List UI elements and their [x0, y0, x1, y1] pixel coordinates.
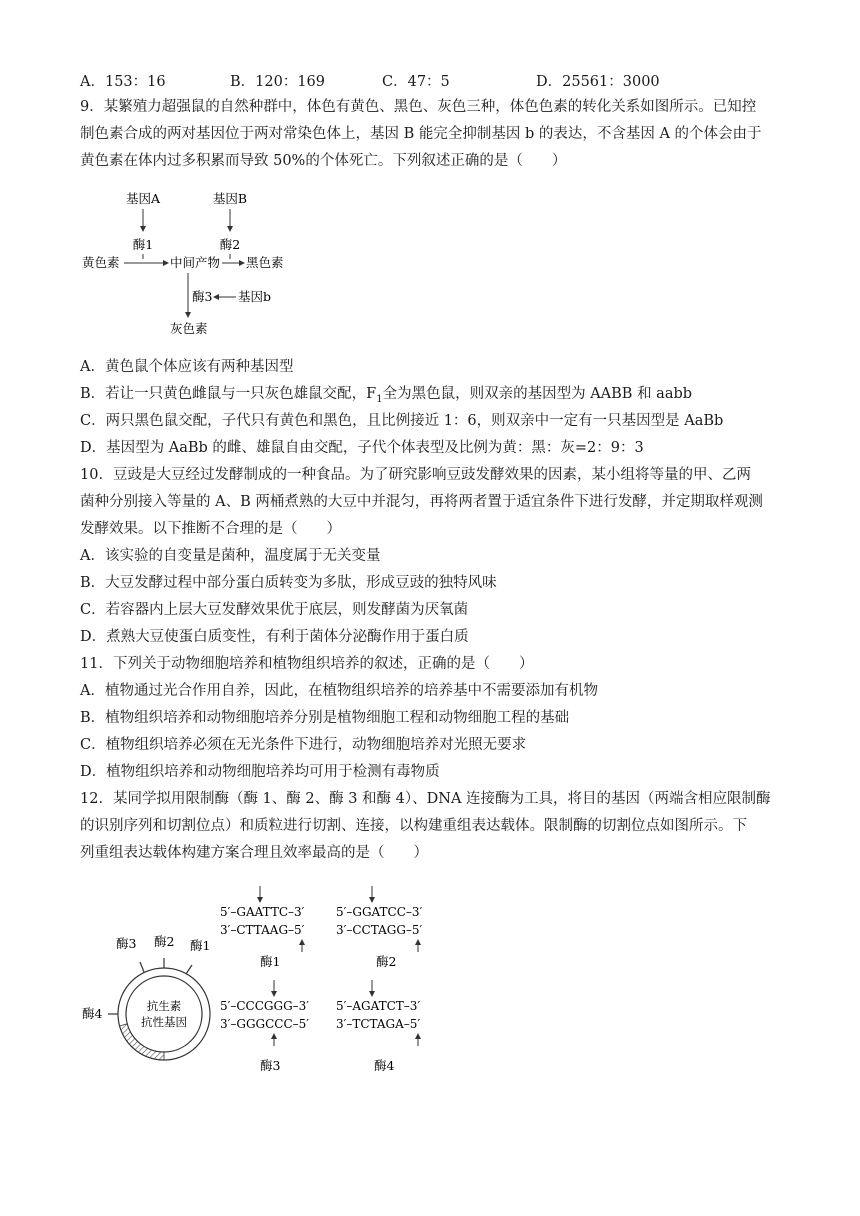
site-tick-enzyme3 [140, 962, 144, 972]
q9-option-b-part2: 全为黑色鼠，则双亲的基因型为 AABB 和 aabb [382, 386, 693, 402]
q8-option-b: B．120：169 [230, 74, 326, 90]
q9-option-c: C．两只黑色鼠交配，子代只有黄色和黑色，且比例接近 1：6，则双亲中一定有一只基因型是 AaBb [80, 413, 724, 429]
q10-option-c: C．若容器内上层大豆发酵效果优于底层，则发酵菌为厌氧菌 [80, 602, 469, 618]
enzyme-3-label: 酶3 [192, 289, 213, 304]
enzyme-2-label: 酶2 [219, 237, 241, 252]
plasmid-label-enzyme1: 酶1 [190, 938, 211, 953]
site-tick-enzyme1 [186, 965, 192, 974]
q10-stem-line-1: 10．豆豉是大豆经过发酵制成的一种食品。为了研究影响豆豉发酵效果的因素，某小组将等量的甲、乙两 [80, 467, 751, 483]
plasmid-restriction-diagram [78, 880, 458, 1080]
q8-option-a: A．153：16 [80, 74, 166, 90]
gray-pigment-label: 灰色素 [170, 321, 208, 336]
q8-option-d: D．25561：3000 [536, 74, 660, 90]
black-pigment-label: 黑色素 [246, 255, 284, 270]
enzyme2-top-strand: 5′–GGATCC–3′ [336, 905, 423, 919]
q8-options [80, 70, 780, 90]
q10-option-a: A．该实验的自变量是菌种，温度属于无关变量 [80, 548, 381, 564]
q11-stem: 11．下列关于动物细胞培养和植物组织培养的叙述，正确的是（ ） [80, 656, 534, 672]
intermediate-label: 中间产物 [170, 255, 221, 270]
gene-a-label: 基因A [125, 191, 161, 206]
q12-stem-line-3: 列重组表达载体构建方案合理且效率最高的是（ ） [80, 845, 428, 861]
q9-stem-line-1: 9．某繁殖力超强鼠的自然种群中，体色有黄色、黑色、灰色三种，体色色素的转化关系如图所示。已知控 [80, 99, 757, 115]
enzyme3-top-strand: 5′–CCCGGG–3′ [220, 999, 310, 1013]
q8-option-c: C．47：5 [382, 74, 450, 90]
enzyme2-name: 酶2 [376, 954, 397, 969]
resistance-gene-label-line1: 抗生素 [146, 999, 182, 1013]
enzyme3-bottom-strand: 3′–GGGCCC–5′ [220, 1017, 310, 1031]
q9-stem-line-3: 黄色素在体内过多积累而导致 50%的个体死亡。下列叙述正确的是（ ） [80, 153, 567, 169]
pigment-pathway-diagram [78, 185, 318, 345]
plasmid-label-enzyme4: 酶4 [82, 1006, 103, 1021]
enzyme2-bottom-strand: 3′–CCTAGG–5′ [336, 923, 423, 937]
q11-option-a: A．植物通过光合作用自养，因此，在植物组织培养的培养基中不需要添加有机物 [80, 683, 598, 699]
q11-option-c: C．植物组织培养必须在无光条件下进行，动物细胞培养对光照无要求 [80, 737, 527, 753]
enzyme1-top-strand: 5′–GAATTC–3′ [220, 905, 305, 919]
q9-option-b-part1: B．若让一只黄色雌鼠与一只灰色雄鼠交配，F [80, 386, 377, 402]
yellow-pigment-label: 黄色素 [82, 255, 120, 270]
resistance-gene-label-line2: 抗性基因 [141, 1015, 187, 1029]
enzyme4-top-strand: 5′–AGATCT–3′ [336, 999, 421, 1013]
plasmid-label-enzyme2: 酶2 [154, 934, 175, 949]
q9-option-a: A．黄色鼠个体应该有两种基因型 [80, 359, 294, 375]
q12-stem-line-1: 12．某同学拟用限制酶（酶 1、酶 2、酶 3 和酶 4）、DNA 连接酶为工具，将目的基因（两端含相应限制酶 [80, 791, 771, 807]
q10-stem-line-2: 菌种分别接入等量的 A、B 两桶煮熟的大豆中并混匀，再将两者置于适宜条件下进行发酵，并定期取样观测 [80, 494, 763, 510]
q10-option-d: D．煮熟大豆使蛋白质变性，有利于菌体分泌酶作用于蛋白质 [80, 629, 469, 645]
q10-option-b: B．大豆发酵过程中部分蛋白质转变为多肽，形成豆豉的独特风味 [80, 575, 497, 591]
enzyme4-bottom-strand: 3′–TCTAGA–5′ [336, 1017, 421, 1031]
q11-option-b: B．植物组织培养和动物细胞培养分别是植物细胞工程和动物细胞工程的基础 [80, 710, 570, 726]
enzyme4-name: 酶4 [374, 1058, 395, 1073]
resistance-gene-segment [120, 1024, 164, 1060]
q12-stem-line-2: 的识别序列和切割位点）和质粒进行切割、连接，以构建重组表达载体。限制酶的切割位点如图所示。下 [80, 818, 747, 834]
gene-b-lower-label: 基因b [238, 289, 272, 304]
enzyme1-bottom-strand: 3′–CTTAAG–5′ [220, 923, 305, 937]
gene-b-upper-label: 基因B [212, 191, 248, 206]
q9-option-b-sub: 1 [376, 393, 383, 405]
q10-stem-line-3: 发酵效果。以下推断不合理的是（ ） [80, 521, 341, 537]
enzyme-1-label: 酶1 [132, 237, 154, 252]
enzyme3-name: 酶3 [260, 1058, 281, 1073]
plasmid-label-enzyme3: 酶3 [116, 936, 137, 951]
q9-option-b [80, 384, 692, 410]
q9-option-d: D．基因型为 AaBb 的雌、雄鼠自由交配，子代个体表型及比例为黄：黑：灰=2：9：3 [80, 440, 644, 456]
enzyme1-name: 酶1 [260, 954, 281, 969]
q9-stem-line-2: 制色素合成的两对基因位于两对常染色体上，基因 B 能完全抑制基因 b 的表达，不含基因 A 的个体会由于 [80, 126, 762, 142]
q11-option-d: D．植物组织培养和动物细胞培养均可用于检测有毒物质 [80, 764, 440, 780]
